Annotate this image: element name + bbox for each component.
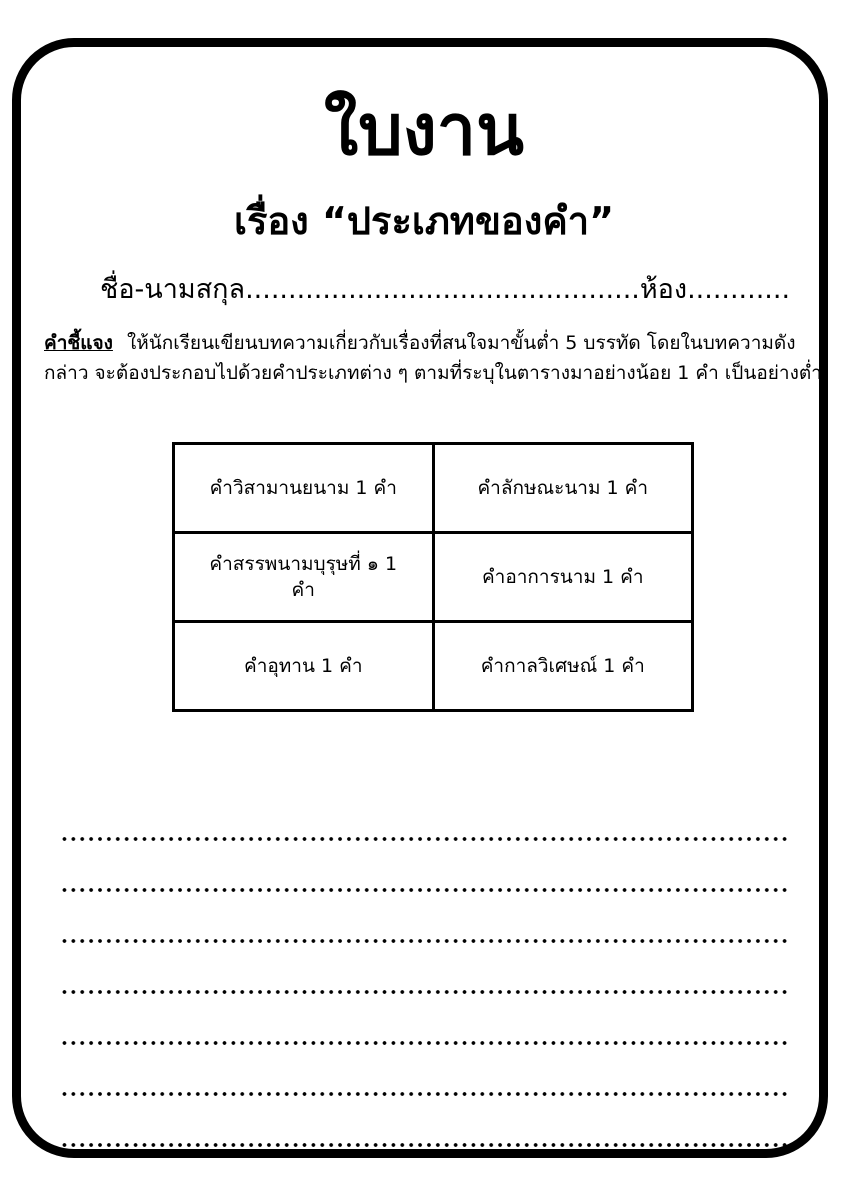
writing-line[interactable]: [60, 790, 790, 841]
name-room-field[interactable]: ชื่อ-นามสกุล..............................................ห้อง............: [100, 274, 791, 305]
writing-line[interactable]: [60, 943, 790, 994]
worksheet-subtitle: เรื่อง “ประเภทของคำ”: [233, 199, 615, 243]
table-cell: คำวิสามานยนาม 1 คำ: [174, 444, 434, 533]
table-cell: คำสรรพนามบุรุษที่ ๑ 1 คำ: [174, 533, 434, 622]
table-cell: คำอาการนาม 1 คำ: [433, 533, 693, 622]
instruction-label: คำชี้แจง: [44, 332, 113, 354]
table-cell: คำลักษณะนาม 1 คำ: [433, 444, 693, 533]
worksheet-title: ใบงาน: [324, 89, 524, 171]
writing-line[interactable]: [60, 1096, 790, 1147]
instruction-paragraph: [44, 328, 824, 388]
word-type-table: [172, 442, 694, 712]
table-row: [174, 533, 693, 622]
table-cell: คำกาลวิเศษณ์ 1 คำ: [433, 622, 693, 711]
table-row: [174, 622, 693, 711]
writing-line[interactable]: [60, 994, 790, 1045]
writing-line[interactable]: [60, 892, 790, 943]
writing-area: [60, 790, 790, 1147]
table-cell: คำอุทาน 1 คำ: [174, 622, 434, 711]
table-row: [174, 444, 693, 533]
writing-line[interactable]: [60, 1045, 790, 1096]
instruction-text: ให้นักเรียนเขียนบทความเกี่ยวกับเรื่องที่สนใจมาขั้นต่ำ 5 บรรทัด โดยในบทความดังกล่าว จะต้องประกอบไปด้วยคำประเภทต่าง ๆ ตามที่ระบุในตารางมาอย่างน้อย 1 คำ เป็นอย่างต่ำ: [44, 332, 822, 384]
writing-line[interactable]: [60, 841, 790, 892]
